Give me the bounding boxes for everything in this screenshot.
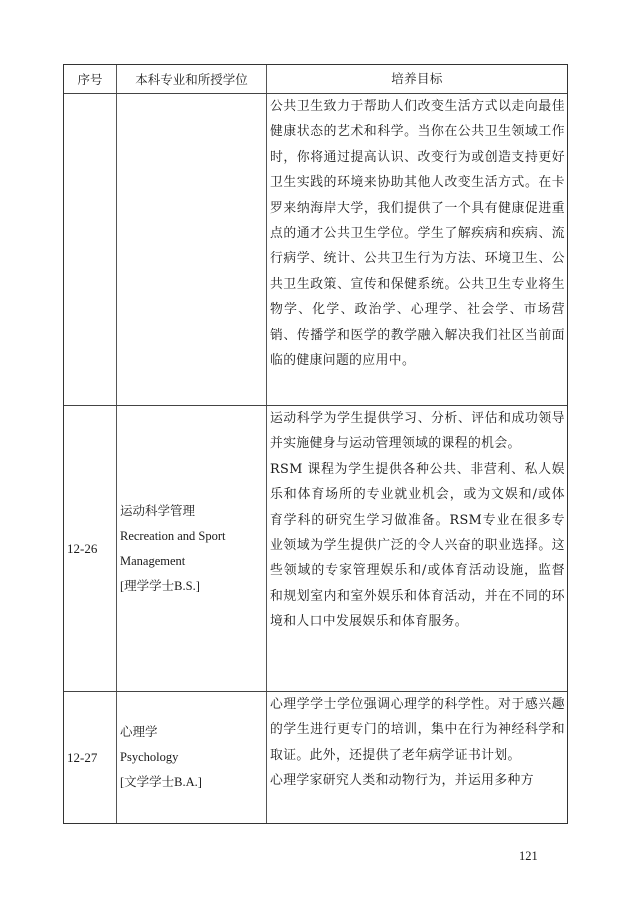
header-major: 本科专业和所授学位 bbox=[117, 65, 267, 93]
major-name-en: Psychology bbox=[120, 750, 179, 764]
row-number: 12-27 bbox=[64, 692, 117, 823]
degree: [文学学士B.A.] bbox=[120, 775, 202, 789]
goal-paragraph: 公共卫生致力于帮助人们改变生活方式以走向最佳健康状态的艺术和科学。当你在公共卫生领域工作时，你将通过提高认识、改变行为或创造支持更好卫生实践的环境来协助其他人改变生活方式。在卡罗来纳海岸大学，我们提供了一个具有健康促进重点的通才公共卫生学位。学生了解疾病和疾病、流行病学、统计、公共卫生行为方法、环境卫生、公共卫生政策、宣传和保健系统。公共卫生专业将生物学、化学、政治学、心理学、社会学、市场营销、传播学和医学的教学融入解决我们社区当前面临的健康问题的应用中。 bbox=[270, 99, 565, 369]
table-row bbox=[64, 405, 567, 691]
header-number: 序号 bbox=[64, 65, 117, 93]
row-major bbox=[117, 692, 267, 823]
goal-paragraph: 运动科学为学生提供学习、分析、评估和成功领导并实施健身与运动管理领域的课程的机会。 bbox=[270, 411, 565, 452]
major-name-en-cont: Management bbox=[120, 553, 186, 568]
majors-table bbox=[63, 64, 568, 824]
goal-paragraph: 心理学学士学位强调心理学的科学性。对于感兴趣的学生进行更专门的培训，集中在行为神经科学和取证。此外，还提供了老年病学证书计划。 bbox=[270, 697, 565, 763]
row-number: 12-26 bbox=[64, 406, 117, 691]
row-major bbox=[117, 94, 267, 405]
row-major bbox=[117, 406, 267, 691]
degree: [理学学士B.S.] bbox=[120, 578, 200, 593]
page-number: 121 bbox=[519, 849, 538, 863]
table-row bbox=[64, 691, 567, 823]
row-goal bbox=[267, 406, 567, 691]
major-name-en: Recreation and Sport bbox=[120, 528, 226, 543]
row-number bbox=[64, 94, 117, 405]
table-header-row bbox=[64, 65, 567, 93]
row-goal bbox=[267, 94, 567, 405]
goal-paragraph: 心理学家研究人类和动物行为，并运用多种方 bbox=[270, 773, 534, 789]
header-goal: 培养目标 bbox=[391, 71, 443, 87]
row-goal bbox=[267, 692, 567, 823]
table-row bbox=[64, 93, 567, 405]
goal-paragraph: RSM 课程为学生提供各种公共、非营利、私人娱乐和体育场所的专业就业机会，或为文娱和/或体育学科的研究生学习做准备。RSM专业在很多专业领域为学生提供广泛的令人兴奋的职业选择。这些领域的专家管理娱乐和/或体育活动设施，监督和规划室内和室外娱乐和体育活动，并在不同的环境和人口中发展娱乐和体育服务。 bbox=[270, 461, 565, 630]
major-name-cn: 运动科学管理 bbox=[120, 503, 196, 518]
major-name-cn: 心理学 bbox=[120, 725, 158, 739]
